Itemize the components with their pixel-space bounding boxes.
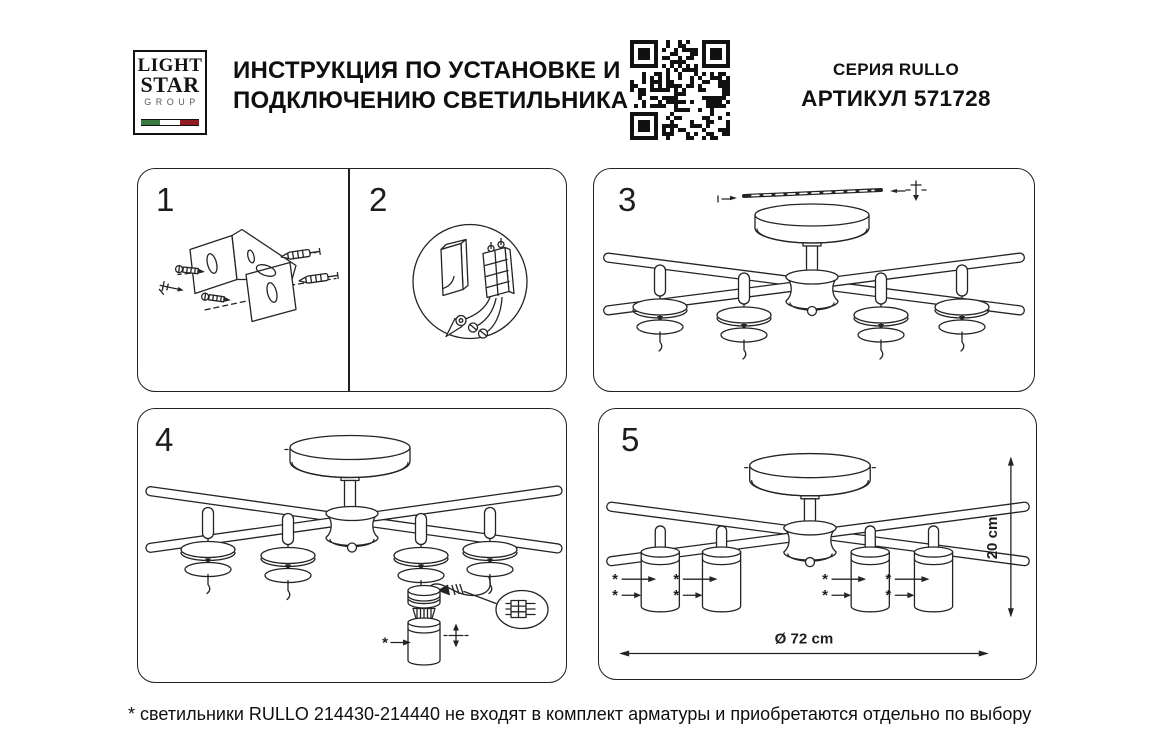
asterisk-mark: *: [673, 571, 680, 589]
screw-icon: [444, 624, 468, 648]
asterisk-mark: *: [885, 587, 892, 605]
lamp-holder: [633, 265, 687, 351]
lamp-shade: [702, 526, 740, 612]
lamp-shade: [914, 526, 952, 612]
panel-step-3: [593, 168, 1035, 392]
page-title-line2: ПОДКЛЮЧЕНИЮ СВЕТИЛЬНИКА: [233, 87, 629, 114]
height-dimension-label: 20 cm: [983, 516, 1001, 560]
product-info: [790, 60, 1002, 112]
mounting-bracket-diagram: [138, 169, 348, 391]
logo-word-group: GROUP: [144, 97, 200, 107]
qr-code: [630, 40, 730, 140]
shade-attachment-diagram: [138, 409, 566, 682]
height-dimension: [1008, 457, 1014, 618]
asterisk-mark: *: [885, 571, 892, 589]
italian-flag-stripe: [141, 119, 199, 126]
screw-icon: [159, 281, 185, 298]
asterisk-mark: *: [673, 587, 680, 605]
lamp-shade: [408, 618, 440, 665]
article-label: АРТИКУЛ 571728: [801, 86, 991, 111]
panel-step-1-2: [137, 168, 567, 392]
asterisk-mark: *: [382, 634, 388, 652]
lamp-holder: [181, 508, 235, 594]
page-title: [233, 56, 628, 116]
lamp-holder: [935, 265, 989, 351]
flag-red-segment: [180, 120, 199, 125]
panel-step-4: [137, 408, 567, 683]
step-1-number: 1: [156, 181, 175, 218]
diameter-dimension-label: Ø 72 cm: [774, 630, 834, 648]
frame-assembly-diagram: [594, 169, 1034, 391]
asterisk-mark: *: [612, 571, 619, 589]
flag-green-segment: [141, 120, 160, 125]
diameter-dimension: [619, 650, 989, 656]
asterisk-mark: *: [822, 587, 828, 605]
logo-word-light: LIGHT: [137, 55, 203, 76]
terminal-block-detail: [496, 591, 548, 629]
qr-code-container: [628, 38, 732, 142]
page-title-line1: ИНСТРУКЦИЯ ПО УСТАНОВКЕ И: [233, 57, 621, 84]
series-label: СЕРИЯ RULLO: [833, 60, 959, 79]
screw-icon: [906, 181, 926, 201]
step-5-number: 5: [621, 421, 640, 458]
step-3-number: 3: [618, 181, 637, 218]
lightstar-logo: [133, 50, 207, 135]
asterisk-mark: *: [822, 571, 828, 589]
asterisk-mark: *: [612, 587, 619, 605]
footnote: * светильники RULLO 214430-214440 не входят в комплект арматуры и приобретаются отдельно по выбору: [128, 704, 1032, 724]
logo-word-star: STAR: [140, 72, 200, 97]
final-assembly-diagram: [599, 409, 1036, 679]
flag-white-segment: [160, 120, 180, 125]
step-4-number: 4: [155, 421, 174, 458]
lamp-socket: [408, 586, 440, 619]
panel-step-5: [598, 408, 1037, 680]
step-2-number: 2: [369, 181, 388, 218]
wiring-detail-diagram: [349, 169, 566, 391]
